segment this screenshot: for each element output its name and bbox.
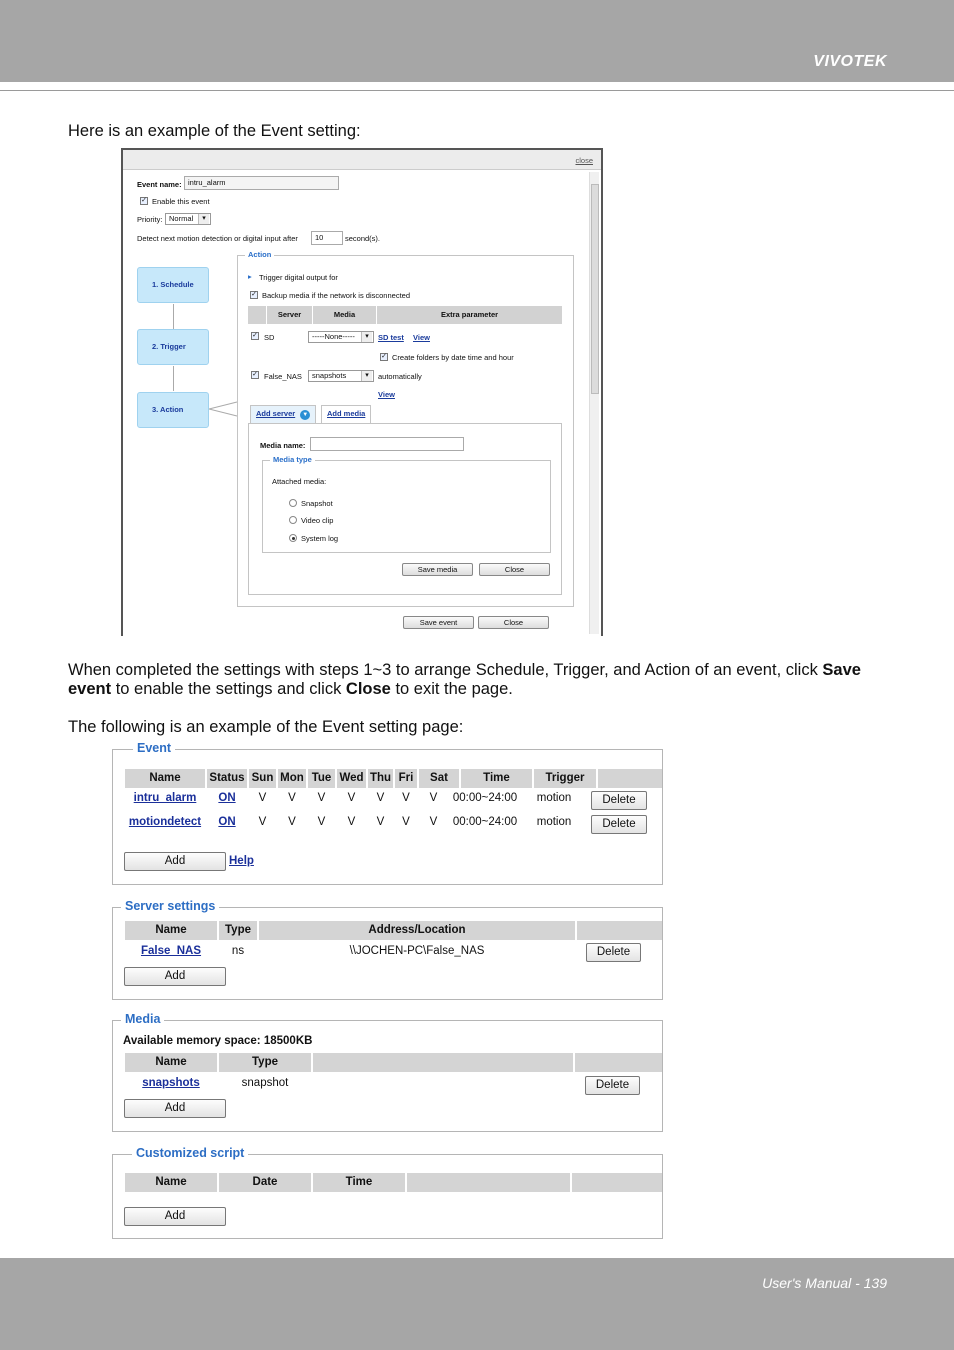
event-day-thu: V: [376, 792, 385, 804]
instruction-part3: to exit the page.: [390, 680, 513, 698]
nas-server: False_NAS: [264, 372, 302, 381]
save-event-button[interactable]: Save event: [403, 616, 474, 629]
col-wed: Wed: [337, 769, 366, 788]
tab-add-media[interactable]: [321, 405, 371, 423]
instruction-bold-close: Close: [345, 680, 391, 698]
add-script-button[interactable]: Add: [124, 1207, 226, 1226]
instruction-paragraph: [68, 661, 886, 699]
col-sun: Sun: [249, 769, 276, 788]
enable-event-checkbox[interactable]: ✓: [141, 197, 147, 204]
media-type-legend: Media type: [270, 455, 315, 464]
col-extra: Extra parameter: [376, 306, 562, 324]
event-time: 00:00~24:00: [452, 792, 518, 804]
nas-checkbox[interactable]: ✓: [252, 371, 258, 378]
detect-delay-input[interactable]: 10: [311, 231, 343, 245]
server-type: ns: [231, 945, 245, 957]
event-name-label: Event name:: [137, 180, 182, 189]
add-server-button[interactable]: Add: [124, 967, 226, 986]
sd-test-link[interactable]: SD test: [378, 333, 404, 342]
tab-add-media-label: Add media: [327, 409, 366, 418]
radio-video-clip[interactable]: [289, 516, 297, 524]
event-day-tue: V: [317, 792, 326, 804]
dropdown-circle-icon: ▼: [300, 410, 310, 420]
event-trigger: motion: [536, 792, 572, 804]
intro-text: Here is an example of the Event setting:: [68, 122, 361, 140]
event-name-motiondetect[interactable]: motiondetect: [128, 816, 202, 828]
event-day-sun: V: [258, 792, 267, 804]
event-day-tue: V: [317, 816, 326, 828]
instruction-part2: to enable the settings and click: [111, 680, 346, 698]
col-sat: Sat: [419, 769, 459, 788]
action-table-header: [248, 306, 562, 324]
event-day-thu: V: [376, 816, 385, 828]
radio-system-log[interactable]: [289, 534, 297, 542]
event-day-mon: V: [288, 816, 296, 828]
event-name-intru-alarm[interactable]: intru_alarm: [133, 792, 197, 804]
customized-script-legend: Customized script: [132, 1146, 248, 1160]
col-time: Time: [313, 1173, 405, 1192]
event-day-fri: V: [402, 792, 410, 804]
enable-event-label: Enable this event: [152, 197, 210, 206]
nas-extra: automatically: [378, 372, 422, 381]
event-status-link[interactable]: ON: [218, 816, 236, 828]
event-day-sun: V: [258, 816, 267, 828]
detect-delay-label: Detect next motion detection or digital input after: [137, 234, 298, 243]
event-day-wed: V: [347, 792, 356, 804]
dialog-scrollbar[interactable]: [589, 172, 599, 634]
scrollbar-thumb[interactable]: [591, 184, 599, 394]
sd-media-select[interactable]: -----None----- ▾: [308, 331, 374, 343]
col-action: [575, 1053, 662, 1072]
action-legend: Action: [245, 250, 274, 259]
col-type: Type: [219, 1053, 311, 1072]
detect-delay-unit: second(s).: [345, 234, 381, 243]
col-action: [577, 921, 662, 940]
col-name: Name: [125, 921, 217, 940]
backup-label: Backup media if the network is disconnected: [262, 291, 410, 300]
nas-media-select[interactable]: snapshots ▾: [308, 370, 374, 382]
radio-system-log-label: System log: [301, 534, 339, 543]
server-address: \\JOCHEN-PC\False_NAS: [349, 945, 485, 957]
step-connector: [173, 304, 174, 329]
step-schedule[interactable]: 1. Schedule: [137, 267, 209, 303]
step-pointer-lines: [209, 394, 239, 424]
delete-event-button[interactable]: Delete: [591, 815, 647, 834]
close-media-button[interactable]: Close: [479, 563, 550, 576]
event-day-wed: V: [347, 816, 356, 828]
media-name-input[interactable]: [310, 437, 464, 451]
col-action: [572, 1173, 662, 1192]
col-name: Name: [125, 1173, 217, 1192]
col-fri: Fri: [395, 769, 417, 788]
event-setting-dialog: [121, 148, 603, 636]
instruction-bold-save: Save event: [68, 661, 861, 698]
col-date: Date: [219, 1173, 311, 1192]
trigger-do-label: Trigger digital output for: [259, 273, 338, 282]
event-day-sat: V: [429, 792, 438, 804]
media-type: snapshot: [241, 1077, 289, 1089]
col-media: Media: [312, 306, 376, 324]
tab-add-server-label: Add server: [256, 409, 296, 418]
save-media-button[interactable]: Save media: [402, 563, 473, 576]
page-number: User's Manual - 139: [762, 1275, 887, 1291]
sd-view-link[interactable]: View: [413, 333, 430, 342]
attached-media-label: Attached media:: [272, 477, 327, 486]
page-header-bar: [0, 0, 954, 82]
close-event-button[interactable]: Close: [478, 616, 549, 629]
delete-server-button[interactable]: Delete: [586, 943, 641, 962]
col-mon: Mon: [278, 769, 306, 788]
col-blank: [313, 1053, 573, 1072]
event-trigger: motion: [536, 816, 572, 828]
add-media-button[interactable]: Add: [124, 1099, 226, 1118]
col-name: Name: [125, 1053, 217, 1072]
col-time: Time: [461, 769, 532, 788]
sd-server: SD: [264, 333, 275, 342]
customized-script-panel: [112, 1146, 663, 1239]
priority-label: Priority:: [137, 215, 163, 224]
event-name-input[interactable]: intru_alarm: [184, 176, 339, 190]
col-type: Type: [219, 921, 257, 940]
priority-select[interactable]: Normal ▾: [165, 213, 211, 225]
col-blank: [407, 1173, 570, 1192]
event-legend: Event: [133, 741, 175, 755]
server-settings-legend: Server settings: [121, 899, 219, 913]
col-address: Address/Location: [259, 921, 575, 940]
radio-snapshot-label: Snapshot: [301, 499, 333, 508]
instruction-part1: When completed the settings with steps 1~3 to arrange Schedule, Trigger, and Action of an event, click: [68, 661, 823, 679]
col-status: Status: [207, 769, 247, 788]
col-thu: Thu: [368, 769, 393, 788]
media-legend: Media: [121, 1012, 164, 1026]
example-caption: The following is an example of the Event setting page:: [68, 718, 464, 736]
media-name-label: Media name:: [260, 441, 306, 450]
col-trigger: Trigger: [534, 769, 596, 788]
media-panel: [112, 1012, 663, 1132]
event-status-link[interactable]: ON: [218, 792, 236, 804]
close-link[interactable]: close: [575, 156, 593, 165]
event-panel: [112, 741, 663, 885]
help-link[interactable]: Help: [229, 855, 254, 867]
radio-snapshot[interactable]: [289, 499, 297, 507]
expand-arrow-icon[interactable]: ▸: [248, 272, 252, 281]
server-settings-panel: [112, 899, 663, 1000]
step-connector: [173, 366, 174, 391]
col-server: Server: [266, 306, 312, 324]
step-trigger[interactable]: 2. Trigger: [137, 329, 209, 365]
header-rule: [0, 90, 954, 91]
sd-checkbox[interactable]: ✓: [252, 332, 258, 339]
event-time: 00:00~24:00: [452, 816, 518, 828]
col-name: Name: [125, 769, 205, 788]
available-memory-text: Available memory space: 18500KB: [123, 1035, 313, 1047]
create-folders-label: Create folders by date time and hour: [392, 353, 514, 362]
tab-add-server[interactable]: [250, 405, 316, 423]
radio-video-clip-label: Video clip: [301, 516, 334, 525]
create-folders-checkbox[interactable]: ✓: [381, 353, 387, 360]
col-action: [598, 769, 662, 788]
page-footer-bar: [0, 1258, 954, 1350]
col-tue: Tue: [308, 769, 335, 788]
event-day-fri: V: [402, 816, 410, 828]
media-name-link[interactable]: snapshots: [142, 1077, 200, 1089]
dialog-topbar: [123, 150, 601, 170]
event-day-mon: V: [288, 792, 296, 804]
delete-media-button[interactable]: Delete: [585, 1076, 640, 1095]
delete-event-button[interactable]: Delete: [591, 791, 647, 810]
backup-checkbox[interactable]: ✓: [251, 291, 257, 298]
event-day-sat: V: [429, 816, 438, 828]
add-event-button[interactable]: Add: [124, 852, 226, 871]
server-name-link[interactable]: False_NAS: [140, 945, 202, 957]
nas-view-link[interactable]: View: [378, 390, 395, 399]
brand-logo-text: VIVOTEK: [813, 53, 887, 70]
step-action[interactable]: 3. Action: [137, 392, 209, 428]
